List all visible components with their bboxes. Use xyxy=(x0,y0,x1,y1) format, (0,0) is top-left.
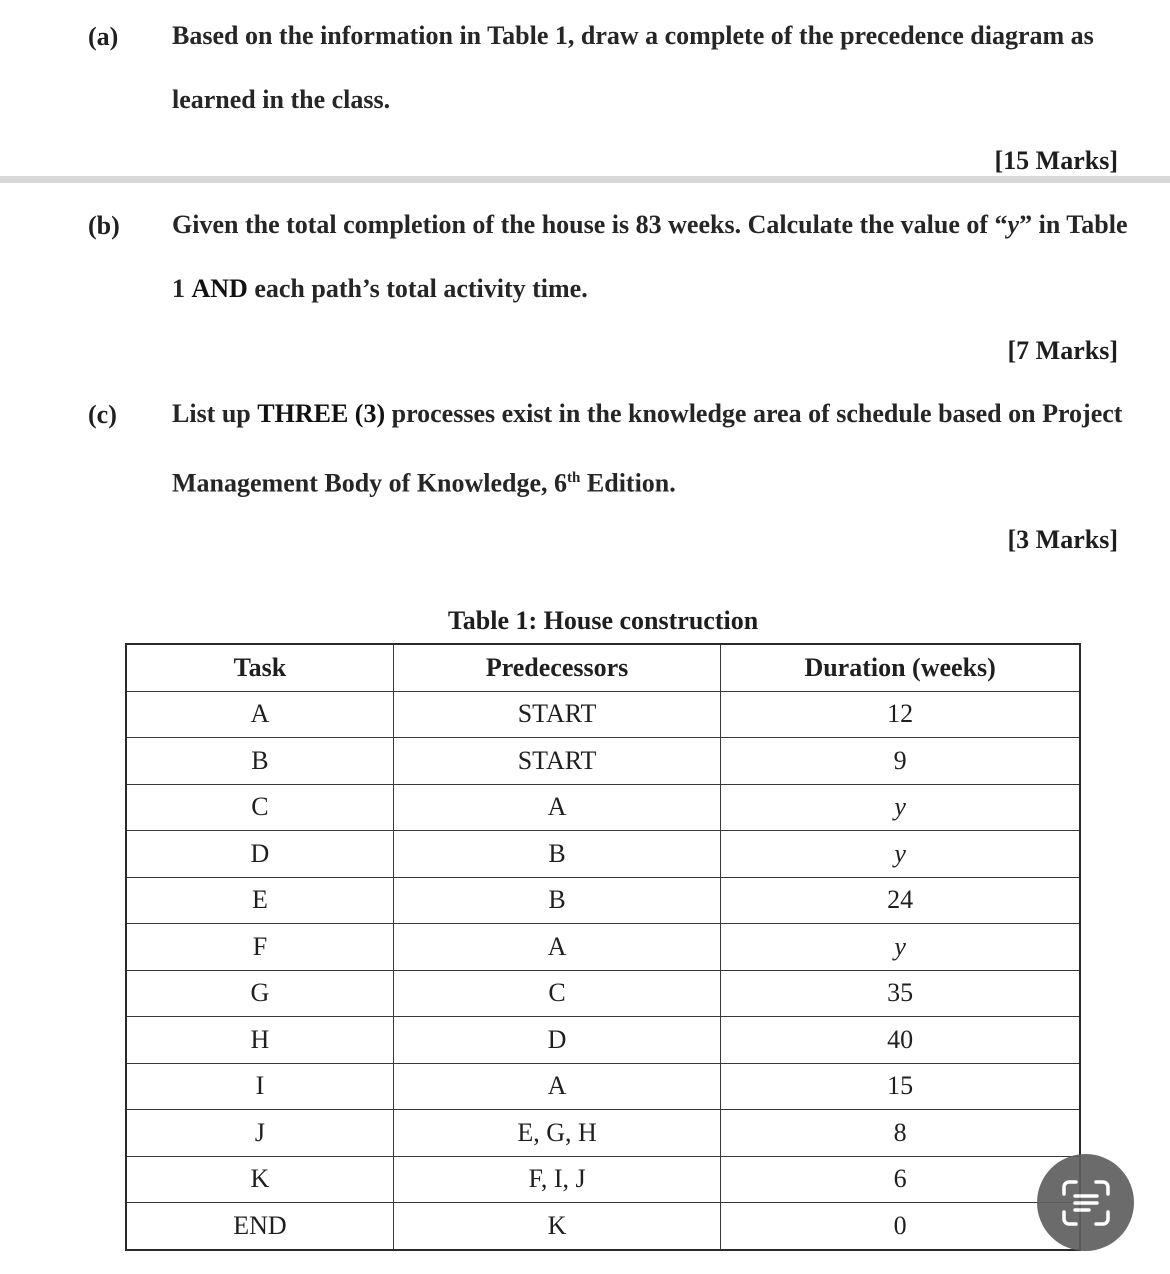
question-c-line-1 xyxy=(172,382,1127,446)
table-row xyxy=(126,1017,1080,1064)
question-a-line-1: Based on the information in Table 1, draw a complete of the precedence diagram as xyxy=(172,21,1094,50)
question-b-emphasis: AND xyxy=(191,274,248,303)
header-predecessors: Predecessors xyxy=(393,644,720,691)
question-b-label: (b) xyxy=(88,211,120,240)
cell-task: F xyxy=(126,924,393,971)
question-b-line-1-pre: Given the total completion of the house is 83 weeks. Calculate the value of “ xyxy=(172,210,1008,239)
cell-duration: y xyxy=(721,831,1080,878)
question-b-line-2 xyxy=(172,257,1127,321)
question-c-line-2 xyxy=(172,446,1127,516)
question-b-line-2-post: each path’s total activity time. xyxy=(247,274,588,303)
cell-predecessors: START xyxy=(393,738,720,785)
question-c-line-1-pre: List up xyxy=(172,399,258,428)
question-c-label: (c) xyxy=(88,400,117,429)
superscript-th: th xyxy=(567,470,581,486)
cell-predecessors: B xyxy=(393,877,720,924)
cell-task: E xyxy=(126,877,393,924)
cell-duration: 24 xyxy=(721,877,1080,924)
variable-y: y xyxy=(1007,210,1020,239)
question-b-line-1 xyxy=(172,193,1127,257)
question-c-emphasis: THREE (3) xyxy=(257,399,386,428)
cell-predecessors: B xyxy=(393,831,720,878)
question-c-text xyxy=(172,382,1127,516)
text-scan-button[interactable] xyxy=(1037,1154,1134,1251)
table-row xyxy=(126,970,1080,1017)
cell-task: I xyxy=(126,1063,393,1110)
question-a-text xyxy=(172,4,1127,132)
table-row xyxy=(126,738,1080,785)
cell-duration: y xyxy=(721,924,1080,971)
cell-task: END xyxy=(126,1203,393,1250)
cell-predecessors: E, G, H xyxy=(393,1110,720,1157)
table-header-row xyxy=(126,644,1080,691)
question-a-line-2: learned in the class. xyxy=(172,85,391,114)
cell-duration: 40 xyxy=(721,1017,1080,1064)
table-row xyxy=(126,691,1080,738)
cell-duration: 8 xyxy=(721,1110,1080,1157)
table-row xyxy=(126,924,1080,971)
question-c-marks: [3 Marks] xyxy=(1007,525,1118,554)
question-a-marks: [15 Marks] xyxy=(994,146,1118,175)
text-scan-icon xyxy=(1061,1180,1111,1226)
question-b-text xyxy=(172,193,1127,321)
cell-task: G xyxy=(126,970,393,1017)
cell-task: J xyxy=(126,1110,393,1157)
table-row xyxy=(126,877,1080,924)
table-row xyxy=(126,1203,1080,1250)
cell-predecessors: F, I, J xyxy=(393,1156,720,1203)
cell-duration: y xyxy=(721,784,1080,831)
cell-duration: 9 xyxy=(721,738,1080,785)
cell-duration: 15 xyxy=(721,1063,1080,1110)
question-c-line-1-post: processes exist in the knowledge area of schedule based on Project xyxy=(385,399,1123,428)
cell-task: C xyxy=(126,784,393,831)
table-row xyxy=(126,1156,1080,1203)
table-row xyxy=(126,1110,1080,1157)
cell-task: D xyxy=(126,831,393,878)
question-b-marks: [7 Marks] xyxy=(1007,336,1118,365)
cell-duration: 0 xyxy=(721,1203,1080,1250)
cell-predecessors: A xyxy=(393,1063,720,1110)
question-c-line-2-pre: Management Body of Knowledge, 6 xyxy=(172,468,568,498)
cell-duration: 6 xyxy=(721,1156,1080,1203)
cell-task: B xyxy=(126,738,393,785)
cell-predecessors: D xyxy=(393,1017,720,1064)
cell-predecessors: A xyxy=(393,784,720,831)
cell-predecessors: C xyxy=(393,970,720,1017)
table-title: Table 1: House construction xyxy=(447,606,759,635)
cell-duration: 35 xyxy=(721,970,1080,1017)
question-a-label: (a) xyxy=(88,22,119,51)
question-b-line-2-pre: 1 xyxy=(172,274,192,303)
cell-predecessors: START xyxy=(393,691,720,738)
divider xyxy=(0,176,1170,183)
header-task: Task xyxy=(126,644,393,691)
cell-predecessors: K xyxy=(393,1203,720,1250)
house-construction-table xyxy=(125,643,1081,1251)
table-row xyxy=(126,831,1080,878)
table-row xyxy=(126,784,1080,831)
cell-predecessors: A xyxy=(393,924,720,971)
question-b-line-1-post: ” in Table xyxy=(1019,210,1128,239)
cell-task: H xyxy=(126,1017,393,1064)
cell-task: K xyxy=(126,1156,393,1203)
table-row xyxy=(126,1063,1080,1110)
header-duration: Duration (weeks) xyxy=(721,644,1080,691)
cell-duration: 12 xyxy=(721,691,1080,738)
question-c-line-2-post: Edition. xyxy=(580,468,676,498)
cell-task: A xyxy=(126,691,393,738)
